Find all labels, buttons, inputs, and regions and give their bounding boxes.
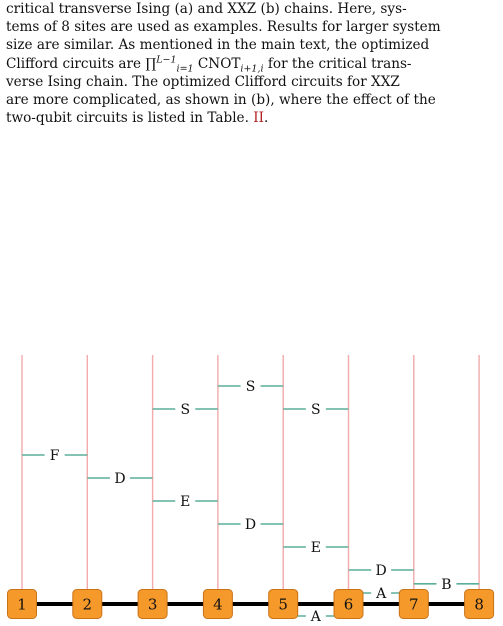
site-label: 3 [147, 595, 158, 614]
gate-label: E [310, 540, 321, 556]
product-lower-limit: i=1 [176, 63, 194, 75]
caption-line-7-pre: two-qubit circuits is listed in Table. [6, 110, 249, 127]
site-label: 6 [343, 595, 354, 614]
caption-line-1: critical transverse Ising (a) and XXZ (b) chains. Here, sys- [6, 1, 407, 17]
site-node-2 [73, 590, 102, 619]
caption-line-3: size are similar. As mentioned in the main text, the optimized [6, 37, 430, 54]
gate-label: S [245, 379, 256, 395]
site-label: 7 [409, 595, 419, 614]
site-label: 1 [17, 595, 27, 614]
caption-line-7-post: . [263, 110, 269, 127]
site-label: 8 [474, 595, 484, 614]
gate-label: S [311, 402, 321, 418]
gate-label: A [376, 586, 387, 602]
two-qubit-gates [22, 379, 479, 626]
gate-label: F [49, 448, 60, 464]
site-node-6 [334, 590, 363, 619]
gate-E-5-6 [283, 540, 348, 556]
site-node-4 [203, 590, 232, 619]
caption-line-5: verse Ising chain. The optimized Clifford circuits for XXZ [6, 73, 400, 90]
gate-F-1-2 [22, 448, 87, 464]
site-node-7 [399, 590, 428, 619]
gate-label: D [244, 517, 257, 533]
gate-S-4-5 [218, 379, 283, 395]
table-reference-link[interactable]: II [253, 110, 264, 127]
site-node-8 [465, 590, 494, 619]
site-node-3 [138, 590, 167, 619]
product-upper-limit: L−1 [156, 54, 177, 66]
cnot-symbol: CNOT [197, 55, 241, 72]
site-node-5 [269, 590, 298, 619]
gate-S-3-4 [153, 402, 218, 418]
caption-line-2: tems of 8 sites are used as examples. Results for larger system [6, 19, 441, 36]
gate-S-5-6 [283, 402, 348, 418]
caption-line-4-pre: Clifford circuits are [6, 55, 142, 72]
cnot-subscript: i+1,i [240, 63, 264, 75]
gate-E-3-4 [153, 494, 218, 510]
gate-D-6-7 [349, 563, 414, 579]
gate-label: B [441, 576, 452, 593]
site-node-1 [8, 590, 37, 619]
site-label: 4 [213, 595, 223, 614]
gate-label: D [375, 563, 387, 579]
spin-chain [8, 590, 494, 619]
gate-D-2-3 [87, 471, 152, 487]
gate-label: A [310, 609, 321, 625]
site-label: 2 [82, 595, 93, 614]
gate-D-4-5 [218, 517, 283, 533]
product-symbol: ∏ [145, 55, 157, 72]
gate-label: E [180, 494, 191, 510]
site-label: 5 [278, 595, 288, 614]
gate-label: S [180, 402, 191, 418]
gate-label: D [114, 471, 126, 487]
caption-line-4-post: for the critical trans- [267, 55, 412, 72]
caption-line-6: are more complicated, as shown in (b), where the effect of the [6, 92, 436, 109]
